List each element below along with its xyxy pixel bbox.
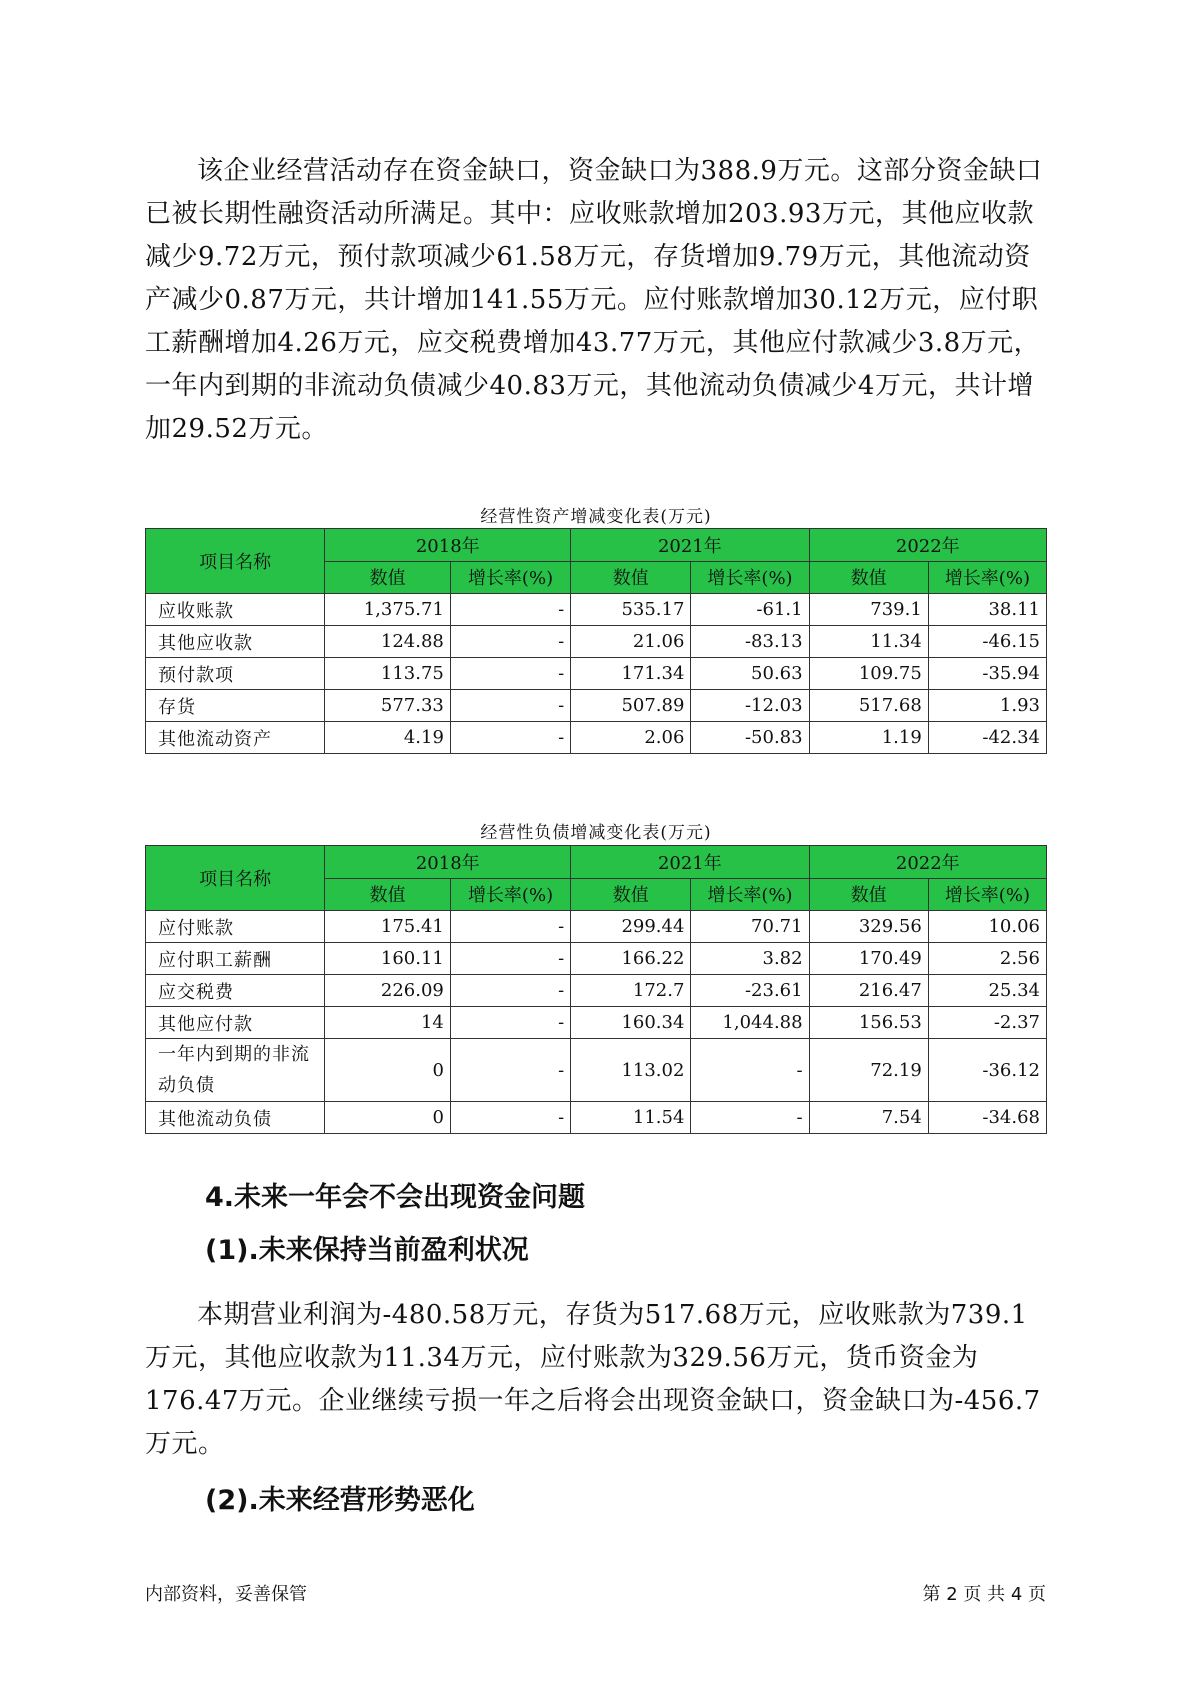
value-cell: 226.09 [325, 975, 451, 1007]
value-cell: 507.89 [571, 690, 691, 722]
row-label: 其他应付款 [146, 1007, 325, 1039]
row-label: 应付账款 [146, 911, 325, 943]
growth-rate-cell: 50.63 [691, 658, 809, 690]
value-cell: 124.88 [325, 626, 451, 658]
growth-rate-cell: 2.56 [928, 943, 1046, 975]
value-cell: 739.1 [809, 594, 928, 626]
column-header-value: 数值 [809, 561, 928, 594]
growth-rate-cell: -50.83 [691, 722, 809, 754]
body-paragraph-forecast: 本期营业利润为-480.58万元，存货为517.68万元，应收账款为739.1万元，其他应收款为11.34万元，应付账款为329.56万元，货币资金为176.47万元。企业继续亏损一年之后将会出现资金缺口，资金缺口为-456.7万元。 [145, 1300, 1041, 1459]
column-header-growth: 增长率(%) [450, 561, 570, 594]
value-cell: 535.17 [571, 594, 691, 626]
row-label: 预付款项 [146, 658, 325, 690]
column-header-value: 数值 [325, 561, 451, 594]
growth-rate-cell: - [450, 594, 570, 626]
growth-rate-cell: - [450, 626, 570, 658]
growth-rate-cell: 3.82 [691, 943, 809, 975]
growth-rate-cell: - [450, 911, 570, 943]
column-header-item-name: 项目名称 [146, 529, 325, 594]
growth-rate-cell: -83.13 [691, 626, 809, 658]
growth-rate-cell: -46.15 [928, 626, 1046, 658]
value-cell: 0 [325, 1102, 451, 1134]
growth-rate-cell: 70.71 [691, 911, 809, 943]
subsection-heading-deterioration: (2).未来经营形势恶化 [205, 1485, 475, 1516]
column-header-year: 2021年 [571, 529, 809, 562]
growth-rate-cell: - [450, 1007, 570, 1039]
value-cell: 175.41 [325, 911, 451, 943]
value-cell: 0 [325, 1039, 451, 1102]
value-cell: 11.34 [809, 626, 928, 658]
growth-rate-cell: - [450, 690, 570, 722]
table-row [146, 626, 1047, 658]
value-cell: 2.06 [571, 722, 691, 754]
growth-rate-cell: -12.03 [691, 690, 809, 722]
column-header-growth: 增长率(%) [928, 878, 1046, 911]
growth-rate-cell: -36.12 [928, 1039, 1046, 1102]
value-cell: 577.33 [325, 690, 451, 722]
growth-rate-cell: 1,044.88 [691, 1007, 809, 1039]
value-cell: 1,375.71 [325, 594, 451, 626]
growth-rate-cell: -23.61 [691, 975, 809, 1007]
value-cell: 14 [325, 1007, 451, 1039]
value-cell: 7.54 [809, 1102, 928, 1134]
value-cell: 156.53 [809, 1007, 928, 1039]
row-label: 其他流动资产 [146, 722, 325, 754]
value-cell: 160.34 [571, 1007, 691, 1039]
column-header-growth: 增长率(%) [928, 561, 1046, 594]
value-cell: 21.06 [571, 626, 691, 658]
row-label: 应付职工薪酬 [146, 943, 325, 975]
table-row [146, 975, 1047, 1007]
operating-liabilities-table [145, 845, 1047, 1134]
growth-rate-cell: - [450, 1039, 570, 1102]
growth-rate-cell: - [450, 975, 570, 1007]
growth-rate-cell: - [450, 1102, 570, 1134]
table-row [146, 911, 1047, 943]
table-caption-liabilities: 经营性负债增减变化表(万元) [480, 823, 712, 843]
table-row [146, 658, 1047, 690]
growth-rate-cell: -42.34 [928, 722, 1046, 754]
growth-rate-cell: - [450, 943, 570, 975]
value-cell: 517.68 [809, 690, 928, 722]
value-cell: 160.11 [325, 943, 451, 975]
column-header-growth: 增长率(%) [450, 878, 570, 911]
growth-rate-cell: - [450, 722, 570, 754]
footer-page-number: 第 2 页 共 4 页 [922, 1584, 1046, 1605]
growth-rate-cell: 25.34 [928, 975, 1046, 1007]
value-cell: 329.56 [809, 911, 928, 943]
column-header-value: 数值 [809, 878, 928, 911]
table-caption-assets: 经营性资产增减变化表(万元) [480, 507, 712, 527]
footer-confidential-note: 内部资料，妥善保管 [145, 1584, 307, 1605]
column-header-year: 2018年 [325, 846, 571, 879]
table-row [146, 1102, 1047, 1134]
table-row [146, 943, 1047, 975]
column-header-value: 数值 [571, 561, 691, 594]
table-row [146, 690, 1047, 722]
body-paragraph-funding-gap: 该企业经营活动存在资金缺口，资金缺口为388.9万元。这部分资金缺口已被长期性融资活动所满足。其中：应收账款增加203.93万元，其他应收款减少9.72万元，预付款项减少61.58万元，存货增加9.79万元，其他流动资产减少0.87万元，共计增加141.55万元。应付账款增加30.12万元，应付职工薪酬增加4.26万元，应交税费增加43.77万元，其他应付款减少3.8万元，一年内到期的非流动负债减少40.83万元，其他流动负债减少4万元，共计增加29.52万元。 [145, 156, 1043, 444]
value-cell: 166.22 [571, 943, 691, 975]
row-label: 存货 [146, 690, 325, 722]
value-cell: 1.19 [809, 722, 928, 754]
growth-rate-cell: -34.68 [928, 1102, 1046, 1134]
value-cell: 11.54 [571, 1102, 691, 1134]
value-cell: 170.49 [809, 943, 928, 975]
column-header-year: 2021年 [571, 846, 809, 879]
table-row [146, 1039, 1047, 1102]
value-cell: 113.02 [571, 1039, 691, 1102]
growth-rate-cell: -61.1 [691, 594, 809, 626]
section-heading-funding-risk: 4.未来一年会不会出现资金问题 [205, 1182, 586, 1213]
row-label: 应交税费 [146, 975, 325, 1007]
table-row [146, 722, 1047, 754]
value-cell: 172.7 [571, 975, 691, 1007]
growth-rate-cell: 38.11 [928, 594, 1046, 626]
table-row [146, 594, 1047, 626]
column-header-year: 2022年 [809, 846, 1046, 879]
column-header-item-name: 项目名称 [146, 846, 325, 911]
growth-rate-cell: - [691, 1039, 809, 1102]
column-header-growth: 增长率(%) [691, 878, 809, 911]
operating-assets-table [145, 528, 1047, 754]
value-cell: 109.75 [809, 658, 928, 690]
subsection-heading-keep-profit: (1).未来保持当前盈利状况 [205, 1235, 529, 1266]
growth-rate-cell: -35.94 [928, 658, 1046, 690]
row-label: 应收账款 [146, 594, 325, 626]
column-header-year: 2018年 [325, 529, 571, 562]
row-label: 其他流动负债 [146, 1102, 325, 1134]
value-cell: 299.44 [571, 911, 691, 943]
growth-rate-cell: 1.93 [928, 690, 1046, 722]
value-cell: 113.75 [325, 658, 451, 690]
column-header-year: 2022年 [809, 529, 1046, 562]
column-header-growth: 增长率(%) [691, 561, 809, 594]
column-header-value: 数值 [571, 878, 691, 911]
table-row [146, 1007, 1047, 1039]
growth-rate-cell: - [691, 1102, 809, 1134]
row-label: 一年内到期的非流动负债 [146, 1039, 325, 1102]
value-cell: 72.19 [809, 1039, 928, 1102]
growth-rate-cell: 10.06 [928, 911, 1046, 943]
value-cell: 216.47 [809, 975, 928, 1007]
growth-rate-cell: -2.37 [928, 1007, 1046, 1039]
column-header-value: 数值 [325, 878, 451, 911]
value-cell: 171.34 [571, 658, 691, 690]
row-label: 其他应收款 [146, 626, 325, 658]
value-cell: 4.19 [325, 722, 451, 754]
growth-rate-cell: - [450, 658, 570, 690]
